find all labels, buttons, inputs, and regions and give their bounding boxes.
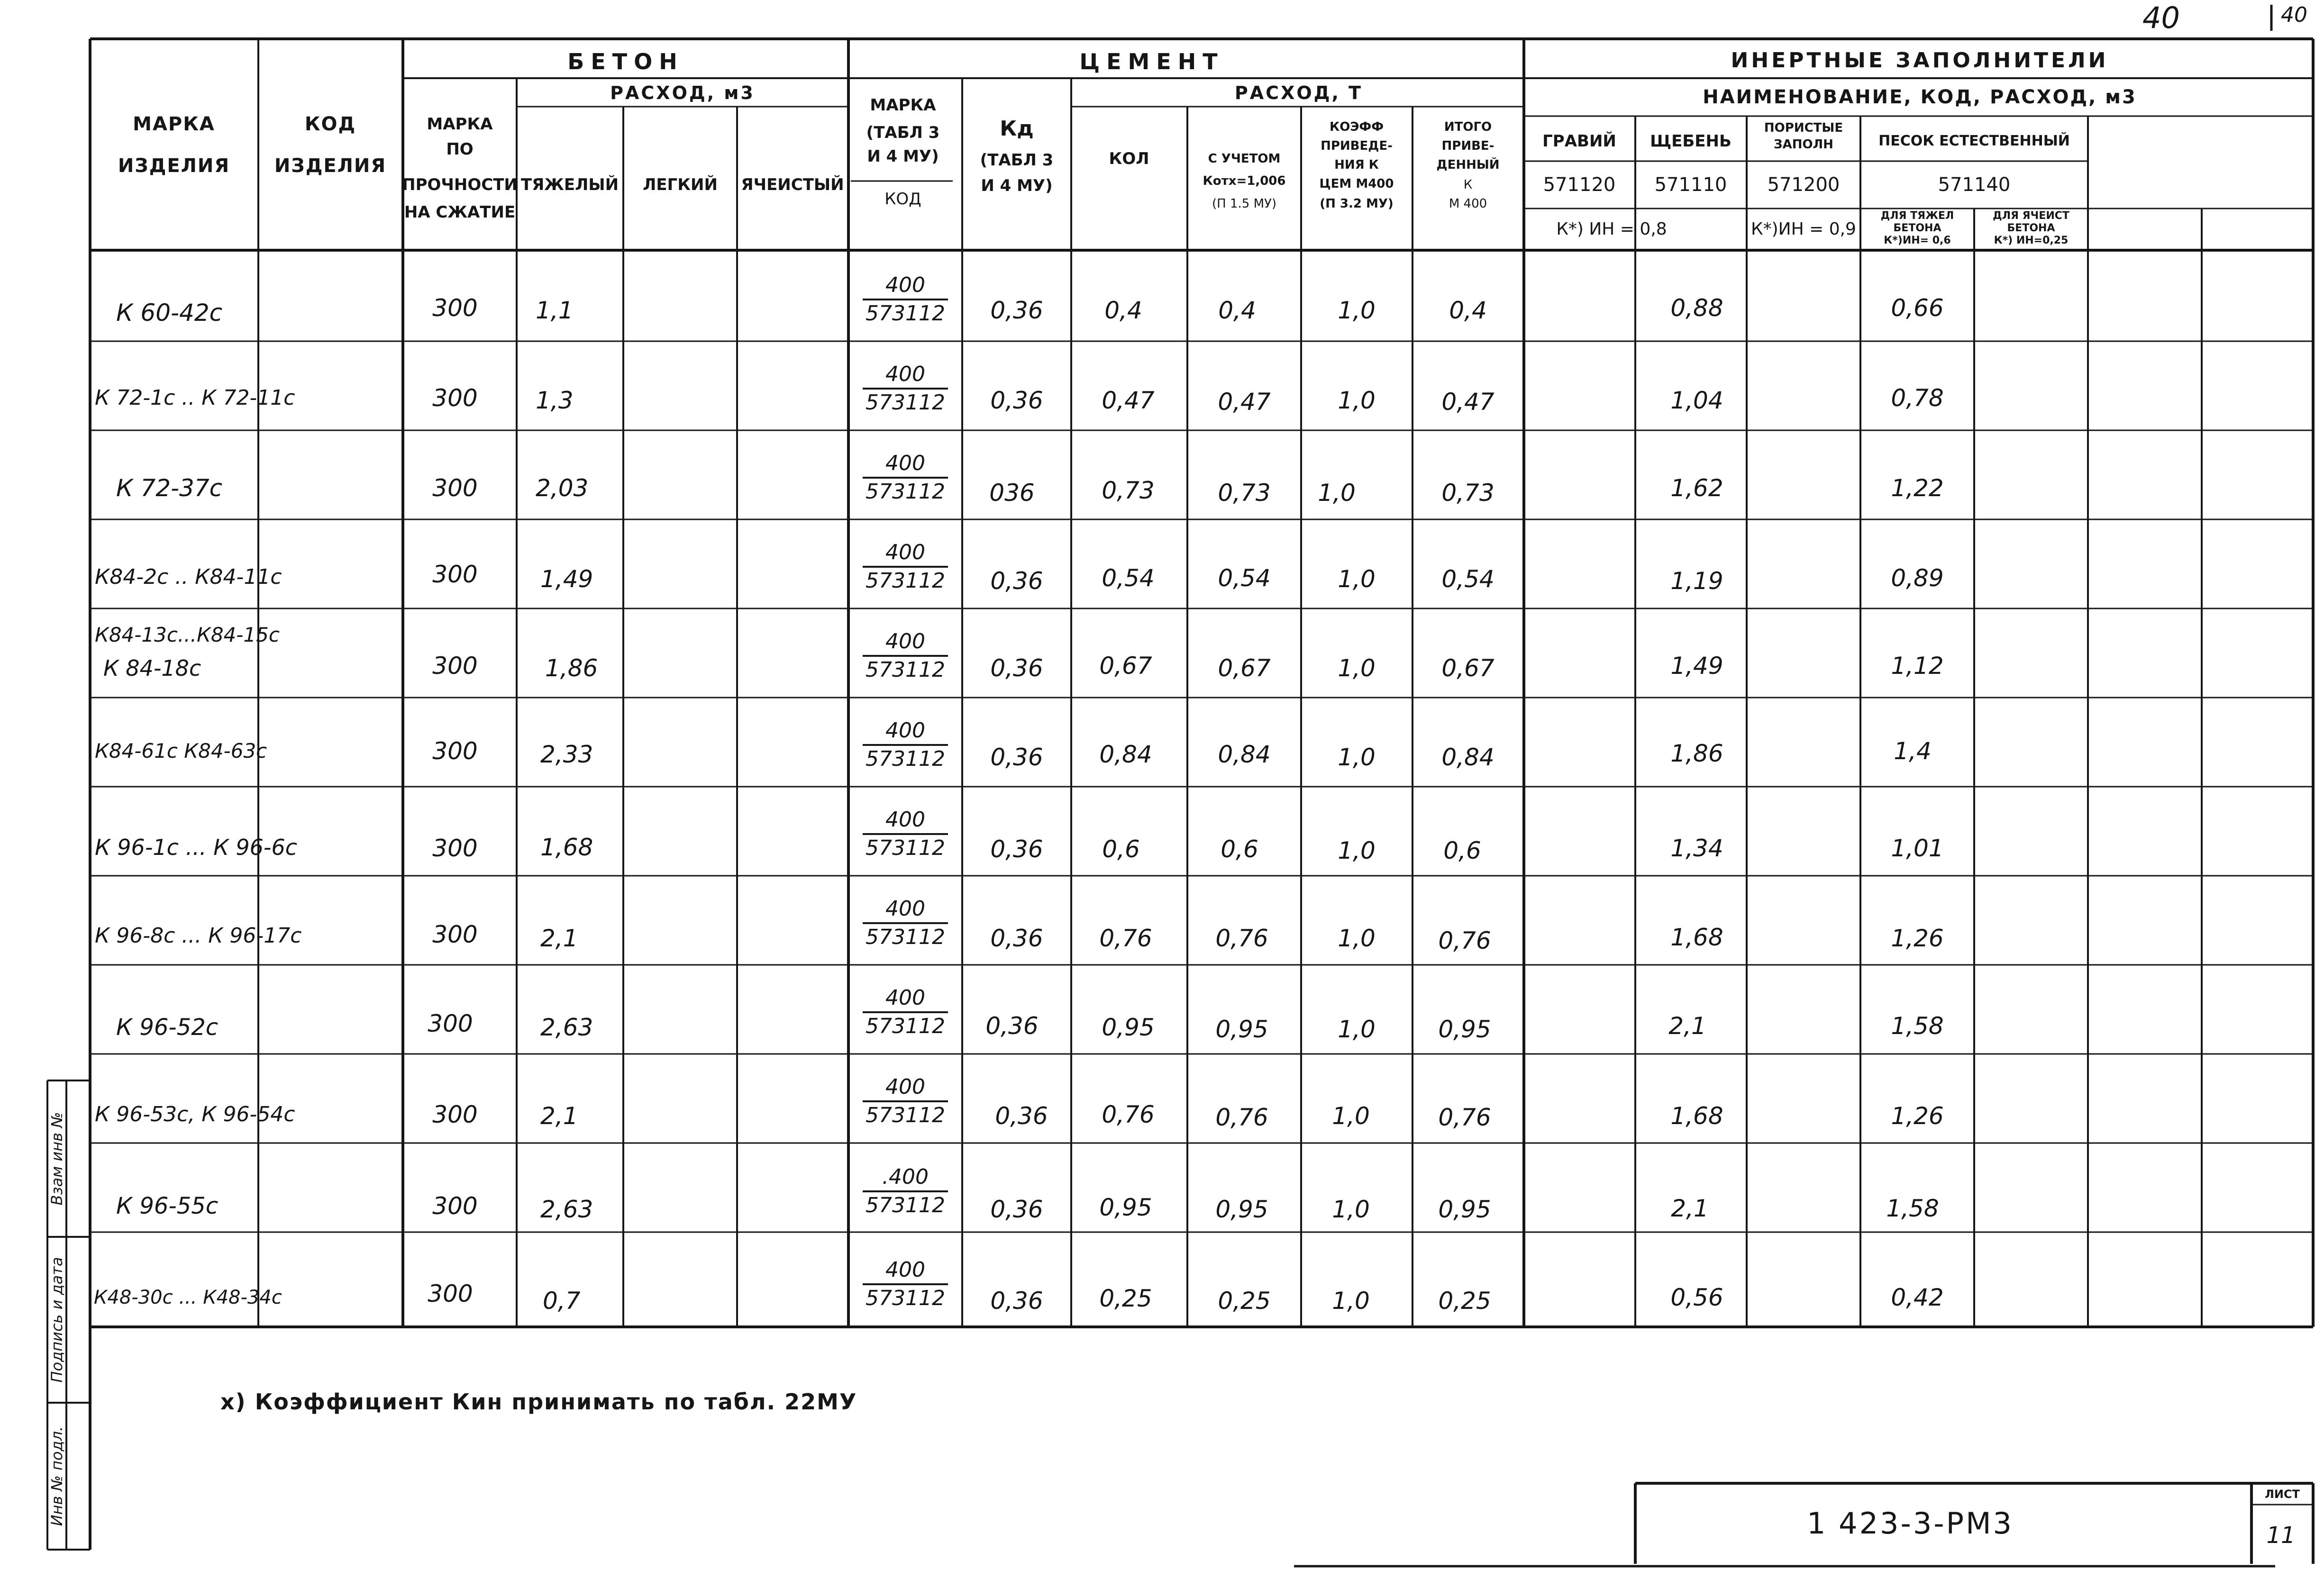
row-itogo: 0,25	[1438, 1287, 1491, 1315]
header-k-pesok-yach-1: ДЛЯ ЯЧЕИСТ	[1993, 210, 2069, 222]
header-koeff-5: (П 3.2 МУ)	[1320, 197, 1394, 211]
row-marka: К 96-55с	[116, 1193, 219, 1219]
row-kol: 0,47	[1102, 387, 1155, 414]
row-itogo: 0,47	[1441, 388, 1495, 416]
row-kol: 0,84	[1099, 741, 1152, 768]
header-kod-2: ИЗДЕЛИЯ	[274, 155, 387, 177]
row-kol: 0,95	[1099, 1194, 1152, 1221]
header-k-pesok-yach-2: БЕТОНА	[2007, 222, 2055, 234]
header-code-pesok: 571140	[1938, 174, 2011, 196]
row-kd: 0,36	[990, 1196, 1043, 1223]
row-marka-line2: К 84-18с	[103, 655, 201, 681]
header-gravii: ГРАВИЙ	[1542, 132, 1616, 151]
header-k-poristye: К*)ИН = 0,9	[1751, 219, 1856, 239]
row-scheben: 0,88	[1670, 294, 1723, 322]
row-kd: 0,36	[995, 1102, 1048, 1130]
document-code: 1 423-3-РМ3	[1806, 1506, 2014, 1541]
row-kol: 0,4	[1104, 297, 1142, 324]
row-cement-marka: $\frac{400}{573112}$	[863, 628, 948, 683]
header-k-pesok-yach-3: К*) ИН=0,25	[1994, 235, 2069, 246]
row-cement-marka: $\frac{400}{573112}$	[863, 272, 948, 327]
side-label-inv-podl: Инв № подл.	[48, 1426, 66, 1526]
header-itogo-5: М 400	[1449, 197, 1487, 211]
row-tyazh: 0,7	[543, 1287, 581, 1315]
header-beton: БЕТОН	[567, 49, 684, 74]
row-pesok: 0,42	[1891, 1284, 1944, 1311]
row-cement-marka: $\frac{400}{573112}$	[863, 985, 948, 1040]
row-prochn: 300	[432, 561, 478, 588]
row-itogo: 0,76	[1438, 1104, 1491, 1131]
header-cem-marka-2: (ТАБЛ 3	[866, 123, 940, 142]
header-code-poristye: 571200	[1767, 174, 1840, 196]
row-koeff: 1,0	[1338, 387, 1376, 414]
row-cement-marka: $\frac{400}{573112}$	[863, 539, 948, 594]
row-marka: К 72-1с .. К 72-11с	[95, 386, 295, 410]
row-cement-marka: $\frac{400}{573112}$	[863, 896, 948, 951]
header-beton-marka-2: ПО	[446, 140, 474, 159]
header-itogo-3: ДЕННЫЙ	[1436, 158, 1500, 172]
header-kd-2: (ТАБЛ 3	[980, 151, 1054, 170]
row-tyazh: 2,33	[540, 741, 593, 768]
header-beton-marka-3: ПРОЧНОСТИ	[402, 175, 518, 194]
row-cement-marka: $\frac{400}{573112}$	[863, 1257, 948, 1312]
row-marka: К 96-52с	[116, 1014, 219, 1041]
row-s-uchetom: 0,84	[1218, 741, 1271, 768]
row-scheben: 1,19	[1670, 567, 1723, 595]
row-itogo: 0,95	[1438, 1196, 1491, 1223]
header-inert: ИНЕРТНЫЕ ЗАПОЛНИТЕЛИ	[1731, 48, 2109, 73]
row-itogo: 0,95	[1438, 1016, 1491, 1043]
header-k-pesok-tyazh-3: К*)ИН= 0,6	[1884, 235, 1951, 246]
row-scheben: 1,68	[1670, 924, 1723, 951]
header-beton-rashod: РАСХОД, м3	[610, 82, 755, 103]
row-cement-marka: $\frac{400}{573112}$	[863, 807, 948, 862]
header-code-gravii: 571120	[1543, 174, 1616, 196]
header-k-gravii: К*) ИН = 0,8	[1556, 219, 1667, 239]
row-scheben: 2,1	[1668, 1012, 1706, 1040]
header-cem-rashod: РАСХОД, Т	[1234, 82, 1363, 103]
row-marka: К 96-8с ... К 96-17с	[95, 924, 302, 948]
row-s-uchetom: 0,6	[1221, 835, 1258, 863]
header-pesok: ПЕСОК ЕСТЕСТВЕННЫЙ	[1878, 133, 2070, 149]
row-kd: 0,36	[990, 297, 1043, 324]
row-prochn: 300	[432, 737, 478, 765]
row-koeff: 1,0	[1338, 837, 1376, 864]
row-s-uchetom: 0,76	[1215, 1104, 1268, 1131]
list-label: ЛИСТ	[2264, 1488, 2300, 1501]
row-kol: 0,95	[1102, 1014, 1155, 1041]
row-kol: 0,76	[1099, 925, 1152, 952]
row-tyazh: 1,86	[545, 654, 598, 682]
row-pesok: 0,66	[1891, 294, 1944, 322]
row-koeff: 1,0	[1332, 1287, 1370, 1315]
row-kol: 0,76	[1102, 1101, 1155, 1128]
footnote: х) Коэффициент Кин принимать по табл. 22МУ	[220, 1389, 857, 1415]
header-marka-1: МАРКА	[133, 113, 215, 135]
row-kol: 0,6	[1102, 835, 1140, 863]
row-pesok: 1,12	[1891, 652, 1944, 680]
row-tyazh: 2,63	[540, 1014, 593, 1041]
row-pesok: 1,22	[1891, 474, 1944, 502]
row-tyazh: 2,1	[540, 1102, 578, 1130]
row-scheben: 1,04	[1670, 387, 1723, 414]
row-prochn: 300	[432, 921, 478, 948]
row-prochn: 300	[428, 1280, 473, 1307]
row-cement-marka: $\frac{.400}{573112}$	[863, 1164, 948, 1219]
row-tyazh: 2,63	[540, 1196, 593, 1223]
row-pesok: 1,26	[1891, 1102, 1944, 1130]
header-cem-marka-code: КОД	[884, 190, 921, 209]
row-kol: 0,54	[1102, 564, 1155, 592]
header-itogo-1: ИТОГО	[1444, 120, 1492, 134]
header-koeff-2: ПРИВЕДЕ-	[1321, 139, 1393, 153]
row-pesok: 0,89	[1891, 564, 1944, 592]
row-kol: 0,67	[1099, 652, 1152, 680]
row-koeff: 1,0	[1332, 1196, 1370, 1223]
header-cem-marka-3: И 4 МУ)	[867, 147, 939, 166]
header-cement: ЦЕМЕНТ	[1079, 49, 1224, 74]
row-marka: К84-13с...К84-15с	[95, 623, 280, 646]
row-cement-marka: $\frac{400}{573112}$	[863, 450, 948, 505]
row-tyazh: 1,1	[536, 297, 574, 324]
row-pesok: 0,78	[1891, 384, 1944, 412]
row-kd: 0,36	[985, 1012, 1039, 1040]
row-kol: 0,25	[1099, 1285, 1152, 1312]
row-cement-marka: $\frac{400}{573112}$	[863, 361, 948, 416]
side-label-vzam: Взам инв №	[48, 1112, 66, 1206]
side-label-podpis: Подпись и дата	[48, 1257, 66, 1383]
row-s-uchetom: 0,95	[1215, 1196, 1268, 1223]
row-s-uchetom: 0,47	[1218, 388, 1271, 416]
header-koeff-1: КОЭФФ	[1329, 120, 1384, 134]
row-koeff: 1,0	[1338, 1016, 1376, 1043]
row-scheben: 1,49	[1670, 652, 1723, 680]
row-tyazh: 2,03	[536, 474, 589, 502]
row-prochn: 300	[432, 384, 478, 412]
row-kd: 0,36	[990, 925, 1043, 952]
row-itogo: 0,76	[1438, 927, 1491, 954]
row-kd: 0,36	[990, 567, 1043, 595]
row-prochn: 300	[432, 835, 478, 862]
row-prochn: 300	[432, 652, 478, 680]
row-pesok: 1,01	[1891, 835, 1944, 862]
row-s-uchetom: 0,95	[1215, 1016, 1268, 1043]
header-kd-3: И 4 МУ)	[981, 176, 1053, 195]
header-legk: ЛЕГКИЙ	[643, 175, 718, 194]
header-k-pesok-tyazh-1: ДЛЯ ТЯЖЕЛ	[1880, 210, 1954, 222]
header-kol: КОЛ	[1109, 149, 1149, 168]
row-s-uchetom: 0,67	[1218, 654, 1271, 682]
header-poristye-1: ПОРИСТЫЕ	[1764, 121, 1843, 135]
row-scheben: 1,34	[1670, 835, 1723, 862]
row-kd: 036	[989, 479, 1035, 507]
row-tyazh: 1,49	[540, 565, 593, 593]
row-scheben: 1,62	[1670, 474, 1723, 502]
row-s-uchetom: 0,54	[1218, 564, 1271, 592]
row-cement-marka: $\frac{400}{573112}$	[863, 717, 948, 772]
row-marka: К 96-53с, К 96-54с	[95, 1102, 295, 1126]
header-tyazh: ТЯЖЕЛЫЙ	[520, 175, 619, 194]
row-koeff: 1,0	[1338, 297, 1376, 324]
row-marka: К48-30с ... К48-34с	[94, 1287, 282, 1308]
row-prochn: 300	[432, 474, 478, 502]
row-marka: К84-2с .. К84-11с	[95, 565, 282, 589]
header-yach: ЯЧЕИСТЫЙ	[741, 175, 844, 194]
header-beton-marka-4: НА СЖАТИЕ	[404, 203, 516, 222]
row-koeff: 1,0	[1338, 565, 1376, 593]
row-s-uchetom: 0,73	[1218, 479, 1271, 507]
header-code-scheben: 571110	[1654, 174, 1727, 196]
row-kd: 0,36	[990, 744, 1043, 771]
row-s-uchetom: 0,4	[1218, 297, 1256, 324]
row-tyazh: 2,1	[540, 925, 578, 952]
row-pesok: 1,4	[1894, 737, 1932, 765]
row-pesok: 1,58	[1886, 1195, 1939, 1222]
row-itogo: 0,54	[1441, 565, 1495, 593]
header-kod-1: КОД	[304, 113, 356, 135]
row-prochn: 300	[432, 1101, 478, 1128]
row-marka: К84-61с К84-63с	[95, 739, 267, 762]
header-beton-marka-1: МАРКА	[427, 115, 493, 134]
row-itogo: 0,4	[1449, 297, 1487, 324]
header-marka-2: ИЗДЕЛИЯ	[118, 155, 230, 177]
row-itogo: 0,84	[1441, 744, 1495, 771]
list-number: 11	[2266, 1522, 2296, 1549]
row-marka: К 96-1с ... К 96-6с	[95, 835, 298, 860]
row-cement-marka: $\frac{400}{573112}$	[863, 1074, 948, 1129]
row-kol: 0,73	[1102, 477, 1155, 504]
header-poristye-2: ЗАПОЛН	[1774, 137, 1833, 152]
row-kd: 0,36	[990, 387, 1043, 414]
header-s-uchetom-3: (П 1.5 МУ)	[1212, 197, 1276, 211]
header-k-pesok-tyazh-2: БЕТОНА	[1893, 222, 1941, 234]
row-marka: К 72-37с	[116, 474, 223, 502]
row-prochn: 300	[432, 294, 478, 322]
row-tyazh: 1,3	[536, 387, 574, 414]
row-scheben: 2,1	[1671, 1195, 1709, 1222]
header-s-uchetom-2: Котх=1,006	[1203, 174, 1286, 188]
row-koeff: 1,0	[1318, 479, 1356, 507]
header-koeff-4: ЦЕМ М400	[1319, 177, 1394, 191]
row-koeff: 1,0	[1332, 1102, 1370, 1130]
row-pesok: 1,58	[1891, 1012, 1944, 1040]
header-itogo-2: ПРИВЕ-	[1441, 139, 1495, 153]
row-tyazh: 1,68	[540, 834, 593, 861]
header-itogo-4: К	[1463, 178, 1473, 192]
row-pesok: 1,26	[1891, 925, 1944, 952]
header-scheben: ЩЕБЕНЬ	[1650, 132, 1732, 151]
row-koeff: 1,0	[1338, 744, 1376, 771]
row-s-uchetom: 0,76	[1215, 925, 1268, 952]
row-prochn: 300	[432, 1192, 478, 1220]
header-cem-marka-1: МАРКА	[870, 96, 936, 115]
row-kd: 0,36	[990, 654, 1043, 682]
header-s-uchetom-1: С УЧЕТОМ	[1208, 152, 1281, 166]
row-scheben: 1,86	[1670, 740, 1723, 767]
corner-handwritten-number: 40	[2142, 0, 2180, 35]
sheet-corner-number: 40	[2281, 3, 2307, 27]
row-s-uchetom: 0,25	[1218, 1287, 1271, 1315]
row-koeff: 1,0	[1338, 654, 1376, 682]
row-itogo: 0,67	[1441, 654, 1495, 682]
row-kd: 0,36	[990, 835, 1043, 863]
row-prochn: 300	[428, 1010, 473, 1037]
header-kd-1: Кд	[1000, 117, 1034, 141]
row-itogo: 0,6	[1443, 837, 1481, 864]
row-kd: 0,36	[990, 1287, 1043, 1315]
row-scheben: 0,56	[1670, 1284, 1723, 1311]
header-naim: НАИМЕНОВАНИЕ, КОД, РАСХОД, м3	[1703, 86, 2137, 108]
header-koeff-3: НИЯ К	[1334, 158, 1379, 172]
row-koeff: 1,0	[1338, 925, 1376, 952]
row-itogo: 0,73	[1441, 479, 1495, 507]
row-scheben: 1,68	[1670, 1102, 1723, 1130]
row-marka: К 60-42с	[116, 299, 223, 327]
